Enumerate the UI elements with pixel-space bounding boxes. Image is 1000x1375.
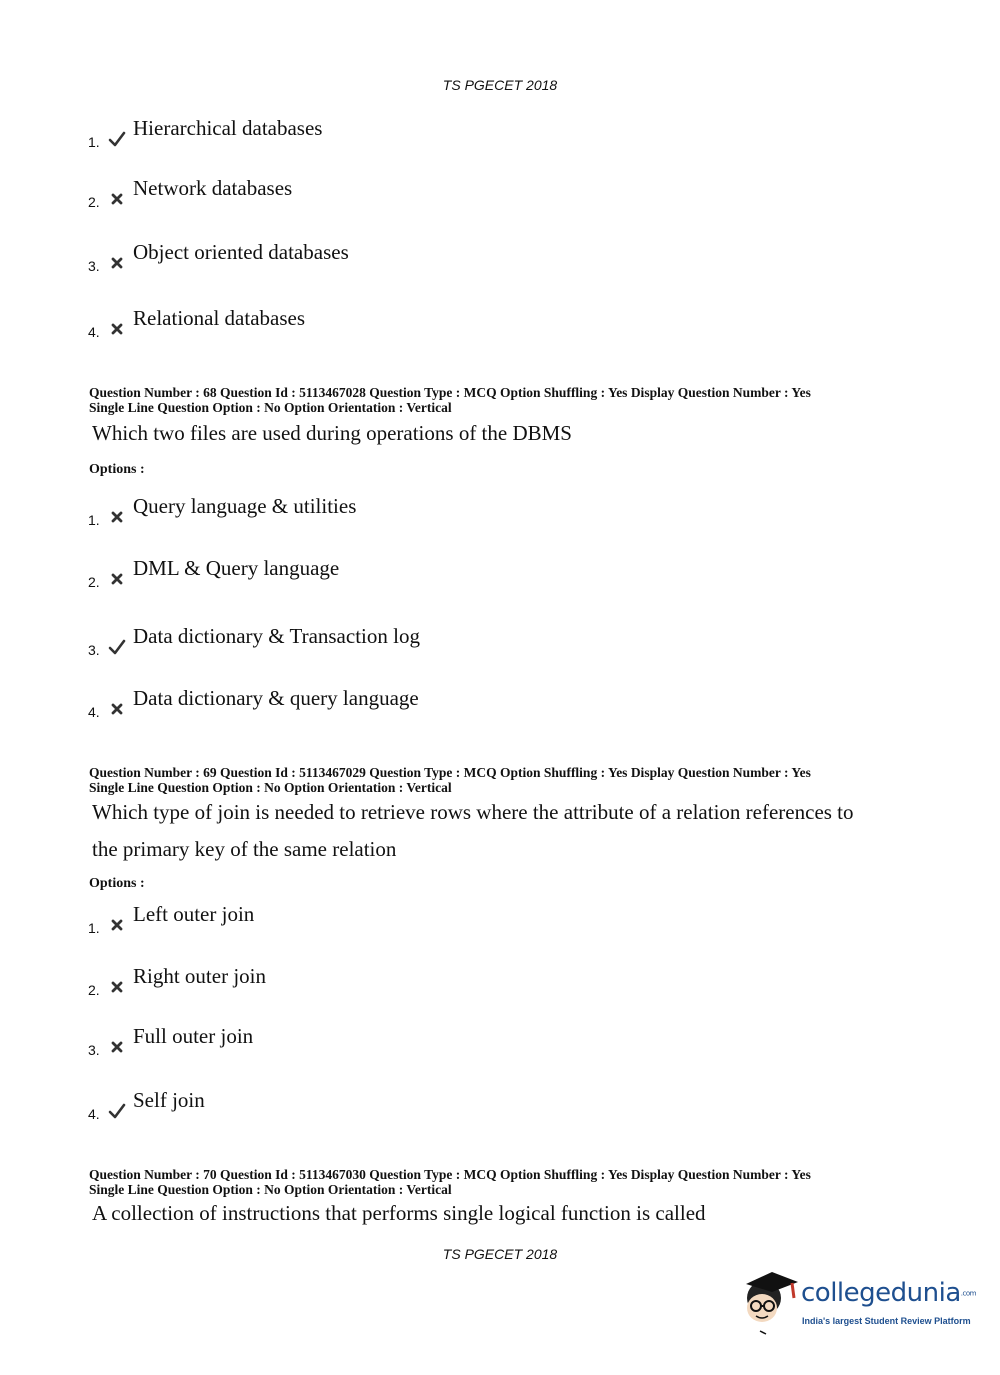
cross-icon bbox=[108, 190, 126, 208]
page-header: TS PGECET 2018 bbox=[442, 77, 558, 93]
page-footer: TS PGECET 2018 bbox=[442, 1246, 558, 1262]
logo-suffix: .com bbox=[960, 1289, 976, 1298]
option-text: Hierarchical databases bbox=[133, 116, 323, 140]
option-number: 2. bbox=[88, 574, 100, 590]
option-number: 4. bbox=[88, 324, 100, 340]
option-number: 1. bbox=[88, 512, 100, 528]
mascot-icon bbox=[742, 1268, 800, 1336]
logo-tagline: India's largest Student Review Platform bbox=[802, 1316, 971, 1326]
q69-question-line2: the primary key of the same relation bbox=[92, 837, 397, 861]
option-text: Full outer join bbox=[133, 1024, 254, 1048]
q68-options-label: Options : bbox=[89, 462, 145, 477]
option-text: Self join bbox=[133, 1088, 205, 1112]
q68-meta-line2: Single Line Question Option : No Option Orientation : Vertical bbox=[89, 400, 452, 415]
cross-icon bbox=[108, 1038, 126, 1056]
option-text: Right outer join bbox=[133, 964, 266, 988]
check-icon bbox=[108, 638, 126, 656]
q70-meta-line2: Single Line Question Option : No Option Orientation : Vertical bbox=[89, 1182, 452, 1197]
cross-icon bbox=[108, 254, 126, 272]
option-number: 1. bbox=[88, 134, 100, 150]
option-number: 4. bbox=[88, 1106, 100, 1122]
q69-question-line1: Which type of join is needed to retrieve rows where the attribute of a relation references to bbox=[92, 800, 854, 824]
option-text: Left outer join bbox=[133, 902, 255, 926]
cross-icon bbox=[108, 508, 126, 526]
option-text: Data dictionary & Transaction log bbox=[133, 624, 420, 648]
option-text: DML & Query language bbox=[133, 556, 340, 580]
q69-options-label: Options : bbox=[89, 876, 145, 891]
q69-meta-line2: Single Line Question Option : No Option Orientation : Vertical bbox=[89, 780, 452, 795]
option-number: 3. bbox=[88, 1042, 100, 1058]
option-text: Object oriented databases bbox=[133, 240, 349, 264]
cross-icon bbox=[108, 570, 126, 588]
option-number: 3. bbox=[88, 258, 100, 274]
option-text: Network databases bbox=[133, 176, 293, 200]
option-text: Data dictionary & query language bbox=[133, 686, 419, 710]
option-number: 3. bbox=[88, 642, 100, 658]
q68-meta-line1: Question Number : 68 Question Id : 5113467028 Question Type : MCQ Option Shuffling : Yes Display Question Number : Yes bbox=[89, 385, 811, 400]
q70-question-text: A collection of instructions that performs single logical function is called bbox=[92, 1201, 706, 1225]
q70-meta-line1: Question Number : 70 Question Id : 5113467030 Question Type : MCQ Option Shuffling : Yes Display Question Number : Yes bbox=[89, 1167, 811, 1182]
option-number: 1. bbox=[88, 920, 100, 936]
collegedunia-logo bbox=[742, 1268, 976, 1340]
option-text: Relational databases bbox=[133, 306, 306, 330]
option-number: 2. bbox=[88, 982, 100, 998]
q68-question-text: Which two files are used during operations of the DBMS bbox=[92, 421, 572, 445]
logo-wordmark: collegedunia bbox=[801, 1278, 961, 1308]
cross-icon bbox=[108, 700, 126, 718]
option-number: 2. bbox=[88, 194, 100, 210]
q69-meta-line1: Question Number : 69 Question Id : 5113467029 Question Type : MCQ Option Shuffling : Yes Display Question Number : Yes bbox=[89, 765, 811, 780]
check-icon bbox=[108, 1102, 126, 1120]
cross-icon bbox=[108, 320, 126, 338]
cross-icon bbox=[108, 916, 126, 934]
option-text: Query language & utilities bbox=[133, 494, 357, 518]
option-number: 4. bbox=[88, 704, 100, 720]
cross-icon bbox=[108, 978, 126, 996]
check-icon bbox=[108, 130, 126, 148]
